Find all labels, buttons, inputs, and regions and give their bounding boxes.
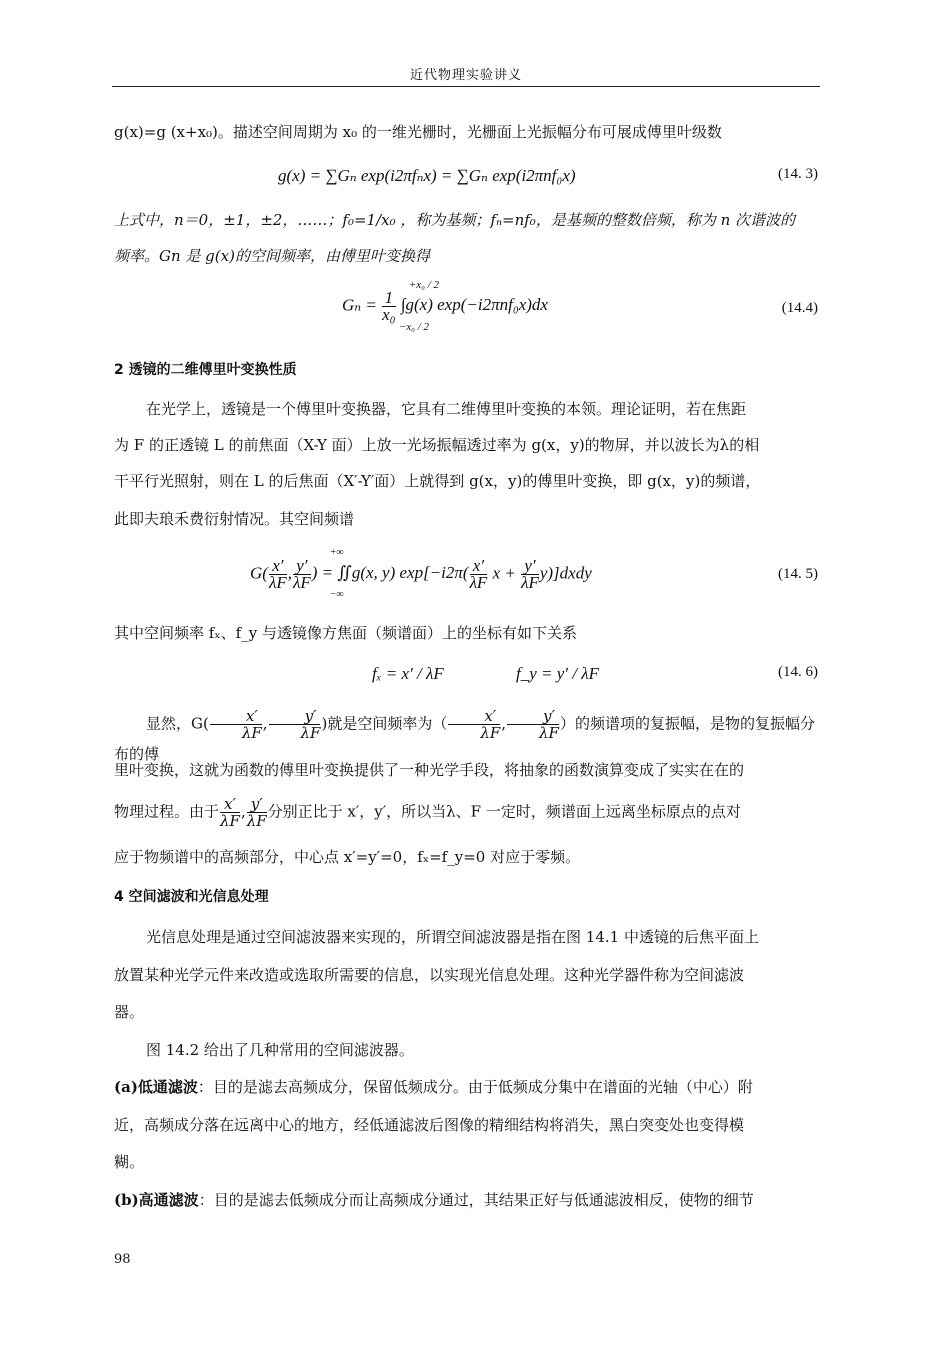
paragraph-spectrum-line2: 里叶变换，这就为函数的傅里叶变换提供了一种光学手段，将抽象的函数演算变成了实实在在的	[114, 761, 745, 779]
highpass-label: (b)高通滤波	[114, 1191, 199, 1209]
paragraph-spectrum-line3: 物理过程。由于 $\frac{x'}{\lambda F}$ , $\frac{y'}{\lambda F}$ 分别正比于 x′，y′，所以当λ、F 一定时，频谱面上远离坐标原点的点对	[114, 795, 741, 830]
paragraph-spectrum-line4: 应于物频谱中的高频部分，中心点 x′=y′=0，fₓ=f_y=0 对应于零频。	[114, 848, 581, 866]
equation-14-4	[342, 279, 548, 334]
equation-number-14-5: (14. 5)	[778, 566, 818, 582]
paragraph-fundamental-frequency-line1: 上式中，n＝0，±1，±2，……；f₀=1/x₀ ，称为基频；fₙ=nf₀，是基频的整数倍频，称为 n 次谐波的	[114, 211, 796, 229]
equation-14-5: G( $\frac{x'}{\lambda F}$ , $\frac{y'}{\lambda F}$ +∞ ) = ∬g(x, y) exp[−i2π( −∞ $\frac{x'}{\lambda F}$ x + $\frac{y'}{\lambda F}$ y)]dxdy	[250, 547, 592, 601]
paragraph-filtering-line3: 器。	[114, 1003, 145, 1021]
paragraph-lens-line3: 干平行光照射，则在 L 的后焦面（X′-Y′面）上就得到 g(x，y)的傅里叶变换，即 g(x，y)的频谱，	[114, 472, 761, 490]
equation-number-14-6: (14. 6)	[778, 664, 818, 680]
paragraph-filtering-line1: 光信息处理是通过空间滤波器来实现的，所谓空间滤波器是指在图 14.1 中透镜的后焦平面上	[146, 928, 759, 946]
paragraph-spatial-frequency: 其中空间频率 fₓ、f_y 与透镜像方焦面（频谱面）上的坐标有如下关系	[114, 624, 577, 642]
paragraph-lowpass-line2: 近，高频成分落在远离中心的地方，经低通滤波后图像的精细结构将消失，黑白突变处也变得模	[114, 1116, 745, 1134]
paragraph-grating-intro: g(x)=g (x+x₀)。描述空间周期为 x₀ 的一维光栅时，光栅面上光振幅分布可展成傅里叶级数	[114, 123, 722, 141]
running-header: 近代物理实验讲义	[409, 68, 522, 83]
integral-with-limits: +x₀ / 2 ∫g(x) exp(−i2πnf₀x)dx −x₀ / 2	[398, 279, 548, 334]
paragraph-lens-line4: 此即夫琅禾费衍射情况。其空间频谱	[114, 510, 355, 528]
paragraph-lowpass-line1: (a)低通滤波：目的是滤去高频成分，保留低频成分。由于低频成分集中在谱面的光轴（中心）附	[114, 1078, 753, 1096]
equation-lhs: Gₙ =	[342, 295, 377, 315]
equation-14-6-fx: fₓ = x′ / λF	[372, 664, 444, 683]
equation-number-14-3: (14. 3)	[778, 166, 818, 182]
paragraph-lens-line2: 为 F 的正透镜 L 的前焦面（X-Y 面）上放一光场振幅透过率为 g(x，y)的物屏，并以波长为λ的相	[114, 436, 760, 454]
section-heading-2: 2 透镜的二维傅里叶变换性质	[114, 362, 297, 378]
equation-14-6-fy: f_y = y′ / λF	[516, 664, 599, 683]
paragraph-fundamental-frequency-line2: 频率。Gn 是 g(x)的空间频率，由傅里叶变换得	[114, 247, 430, 265]
paragraph-highpass: (b)高通滤波：目的是滤去低频成分而让高频成分通过，其结果正好与低通滤波相反，使物的细节	[114, 1191, 754, 1209]
header-rule	[112, 86, 820, 87]
paragraph-filtering-line2: 放置某种光学元件来改造或选取所需要的信息，以实现光信息处理。这种光学器件称为空间滤波	[114, 966, 745, 984]
equation-number-14-4: (14.4)	[781, 300, 818, 316]
section-heading-4: 4 空间滤波和光信息处理	[114, 889, 269, 905]
page-number: 98	[114, 1252, 131, 1267]
paragraph-lowpass-line3: 糊。	[114, 1153, 145, 1171]
equation-14-3: g(x) = ∑Gₙ exp(i2πfₙx) = ∑Gₙ exp(i2πnf₀x)	[278, 166, 576, 185]
paragraph-spectrum-line1: 显然，G( $\frac{x'}{\lambda F}$ , $\frac{y'}{\lambda F}$ )就是空间频率为（ $\frac{x'}{\lambda F}$ , $\frac{y'}{\lambda F}$ ）的频谱项的复振幅，是物的复振幅分布的傅	[114, 707, 815, 763]
paragraph-lens-line1: 在光学上，透镜是一个傅里叶变换器，它具有二维傅里叶变换的本领。理论证明，若在焦距	[146, 400, 747, 418]
equation-fraction: $\frac{1}{\text{x₀}}$	[382, 288, 396, 324]
paragraph-figure-ref: 图 14.2 给出了几种常用的空间滤波器。	[146, 1041, 414, 1059]
lowpass-label: (a)低通滤波	[114, 1078, 198, 1096]
